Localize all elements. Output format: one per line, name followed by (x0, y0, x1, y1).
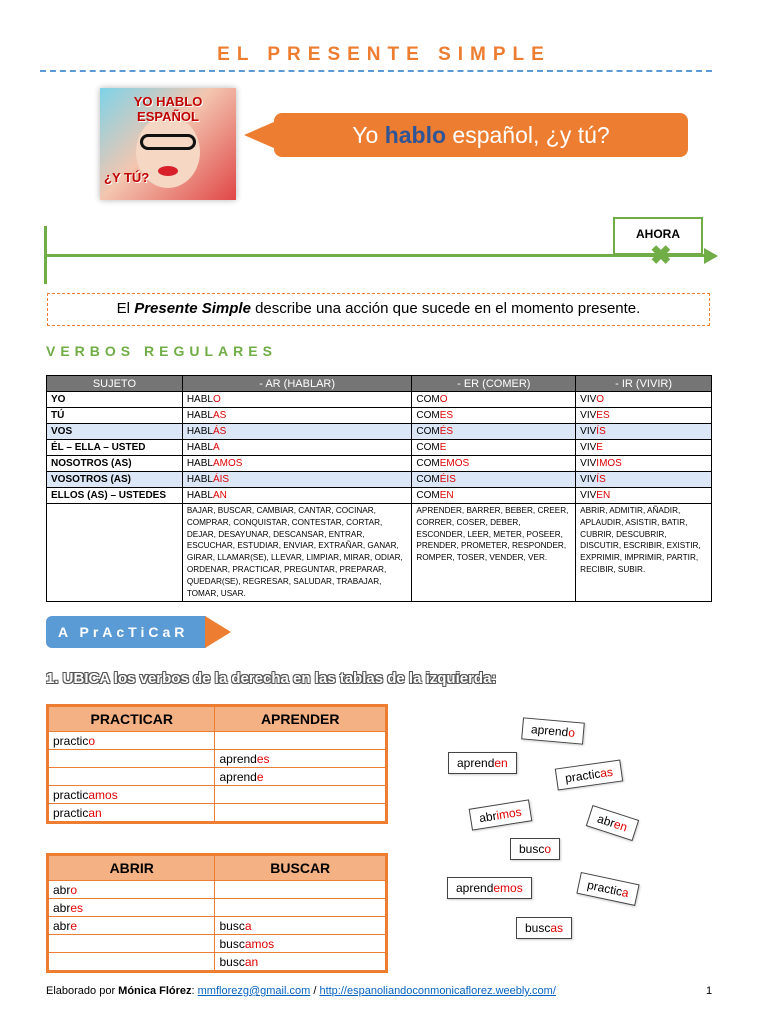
conjugation-row (47, 472, 712, 488)
conjugation-row (47, 408, 712, 424)
conjugation-row (47, 440, 712, 456)
buscar-cell[interactable]: busca (215, 917, 387, 935)
er-cell: COME (412, 440, 576, 456)
subject-cell: NOSOTROS (AS) (47, 456, 183, 472)
er-cell: COMÉS (412, 424, 576, 440)
page-title: EL PRESENTE SIMPLE (217, 44, 551, 65)
ar-cell: HABLAS (182, 408, 412, 424)
ar-verb-list: BAJAR, BUSCAR, CAMBIAR, CANTAR, COCINAR, COMPRAR, CONQUISTAR, CONTESTAR, CORTAR, DEJAR, DESAYUNAR, DESCANSAR, ENTRAR, ESCUCHAR, ESTUDIAR, ENVIAR, EXTRAÑAR, GANAR, GIRAR, LLAMAR(SE), LLEVAR, LIMPIAR, MIRAR, ODIAR, ORDENAR, PRACTICAR, PREGUNTAR, PREPARAR, QUEDAR(SE), REGRESAR, SALUDAR, TRABAJAR, TOMAR, USAR. (182, 504, 412, 602)
er-verb-list: APRENDER, BARRER, BEBER, CREER, CORRER, COSER, DEBER, ESCONDER, LEER, METER, POSEER, PRENDER, PROMETER, RESPONDER, ROMPER, TOSER, VENDER, VER. (412, 504, 576, 602)
ar-cell: HABLAN (182, 488, 412, 504)
aprender-cell[interactable]: aprende (215, 768, 387, 786)
ar-cell: HABLÁS (182, 424, 412, 440)
aprender-cell[interactable] (215, 786, 387, 804)
conjugation-header-row (47, 376, 712, 392)
er-cell: COMEN (412, 488, 576, 504)
practice-banner: A PrAcTiCaR (46, 616, 206, 648)
verb-card[interactable]: aprendemos (447, 877, 532, 899)
author-name: Mónica Flórez (118, 985, 192, 997)
ar-cell: HABLAMOS (182, 456, 412, 472)
conjugation-row (47, 392, 712, 408)
er-cell: COMEMOS (412, 456, 576, 472)
subject-cell: VOS (47, 424, 183, 440)
email-link[interactable]: mmflorezg@gmail.com (197, 985, 311, 997)
conjugation-table (46, 375, 712, 602)
practice-banner-arrow (205, 616, 231, 648)
bubble-highlight: hablo (384, 122, 447, 148)
definition-term: Presente Simple (134, 300, 251, 317)
table-row (48, 750, 387, 768)
abrir-cell[interactable]: abro (48, 881, 215, 899)
timeline-line (46, 254, 706, 257)
photo-text-bottom: ¿Y TÚ? (104, 170, 150, 185)
practicar-cell[interactable]: practican (48, 804, 215, 823)
lips-illustration (158, 166, 178, 176)
title-divider (40, 70, 712, 72)
ir-verb-list: ABRIR, ADMITIR, AÑADIR, APLAUDIR, ASISTIR, BATIR, CUBRIR, DESCUBRIR, DISCUTIR, ESCRIBIR, EXISTIR, EXPRIMIR, IMPRIMIR, PARTIR, RECIBIR, SUBIR. (576, 504, 712, 602)
table-row (48, 881, 387, 899)
photo-text-top: YO HABLO ESPAÑOL (133, 94, 203, 124)
er-cell: COMO (412, 392, 576, 408)
conjugation-row (47, 424, 712, 440)
ar-cell: HABLA (182, 440, 412, 456)
table-row (48, 899, 387, 917)
table-row (48, 768, 387, 786)
ir-cell: VIVO (576, 392, 712, 408)
exercise-header-row (48, 855, 387, 881)
er-cell: COMES (412, 408, 576, 424)
ir-cell: VIVÍS (576, 424, 712, 440)
exercise-header-row (48, 706, 387, 732)
buscar-cell[interactable]: buscamos (215, 935, 387, 953)
aprender-cell[interactable]: aprendes (215, 750, 387, 768)
table-row (48, 732, 387, 750)
ir-cell: VIVIMOS (576, 456, 712, 472)
timeline-arrow-icon (704, 248, 718, 264)
ir-cell: VIVÍS (576, 472, 712, 488)
website-link[interactable]: http://espanoliandoconmonicaflorez.weebly.com/ (319, 985, 556, 997)
verb-card[interactable]: aprendo (521, 717, 585, 744)
subject-cell: VOSOTROS (AS) (47, 472, 183, 488)
glasses-illustration (140, 134, 196, 150)
header-buscar: BUSCAR (215, 855, 387, 881)
header-photo (100, 88, 236, 200)
now-marker-icon: ✖ (650, 240, 672, 270)
header-aprender: APRENDER (215, 706, 387, 732)
ar-cell: HABLÁIS (182, 472, 412, 488)
ar-cell: HABLO (182, 392, 412, 408)
header-abrir: ABRIR (48, 855, 215, 881)
aprender-cell[interactable] (215, 732, 387, 750)
verb-card[interactable]: practica (576, 872, 639, 906)
buscar-cell[interactable] (215, 881, 387, 899)
buscar-cell[interactable] (215, 899, 387, 917)
definition-box (47, 293, 710, 326)
table-row (48, 804, 387, 823)
practicar-cell[interactable]: practico (48, 732, 215, 750)
verb-list-empty-cell (47, 504, 183, 602)
header-ar: - AR (HABLAR) (182, 376, 412, 392)
subject-cell: ELLOS (AS) – USTEDES (47, 488, 183, 504)
subject-cell: ÉL – ELLA – USTED (47, 440, 183, 456)
conjugation-row (47, 456, 712, 472)
abrir-cell[interactable]: abres (48, 899, 215, 917)
table-row (48, 786, 387, 804)
header-er: - ER (COMER) (412, 376, 576, 392)
table-row (48, 935, 387, 953)
verb-card[interactable]: aprenden (448, 752, 517, 774)
definition-post: describe una acción que sucede en el momento presente. (250, 300, 641, 317)
subject-cell: TÚ (47, 408, 183, 424)
verb-card[interactable]: busco (510, 838, 560, 860)
page-number: 1 (706, 985, 713, 997)
ir-cell: VIVEN (576, 488, 712, 504)
definition-pre: El (116, 300, 135, 317)
verb-card[interactable]: abrimos (469, 799, 532, 830)
ir-cell: VIVE (576, 440, 712, 456)
abrir-cell[interactable]: abre (48, 917, 215, 935)
practicar-cell[interactable]: practicamos (48, 786, 215, 804)
exercise-instruction: 1. UBICA los verbos de la derecha en las tablas de la izquierda: (46, 670, 497, 687)
abrir-cell[interactable] (48, 953, 215, 972)
ir-cell: VIVES (576, 408, 712, 424)
header-subject: SUJETO (47, 376, 183, 392)
now-label-box: AHORA (613, 217, 703, 255)
practicar-cell[interactable] (48, 768, 215, 786)
verb-list-row (47, 504, 712, 602)
header-ir: - IR (VIVIR) (576, 376, 712, 392)
practicar-cell[interactable] (48, 750, 215, 768)
bubble-text-pre: Yo (352, 122, 385, 148)
header-practicar: PRACTICAR (48, 706, 215, 732)
conjugation-row (47, 488, 712, 504)
table-row (48, 917, 387, 935)
section-title: VERBOS REGULARES (46, 343, 277, 359)
abrir-cell[interactable] (48, 935, 215, 953)
speech-bubble (274, 113, 688, 157)
footer: Elaborado por Mónica Flórez: mmflorezg@gmail.com / http://espanoliandoconmonicaflorez.weebly.com/ (46, 985, 556, 997)
verb-card[interactable]: buscas (516, 917, 572, 939)
aprender-cell[interactable] (215, 804, 387, 823)
subject-cell: YO (47, 392, 183, 408)
er-cell: COMÉIS (412, 472, 576, 488)
buscar-cell[interactable]: buscan (215, 953, 387, 972)
speech-bubble-tail (244, 121, 276, 149)
abrir-buscar-table (46, 853, 388, 973)
verb-card[interactable]: abren (586, 805, 639, 841)
practicar-aprender-table (46, 704, 388, 824)
bubble-text-post: español, ¿y tú? (446, 122, 610, 148)
table-row (48, 953, 387, 972)
verb-card[interactable]: practicas (555, 760, 623, 791)
